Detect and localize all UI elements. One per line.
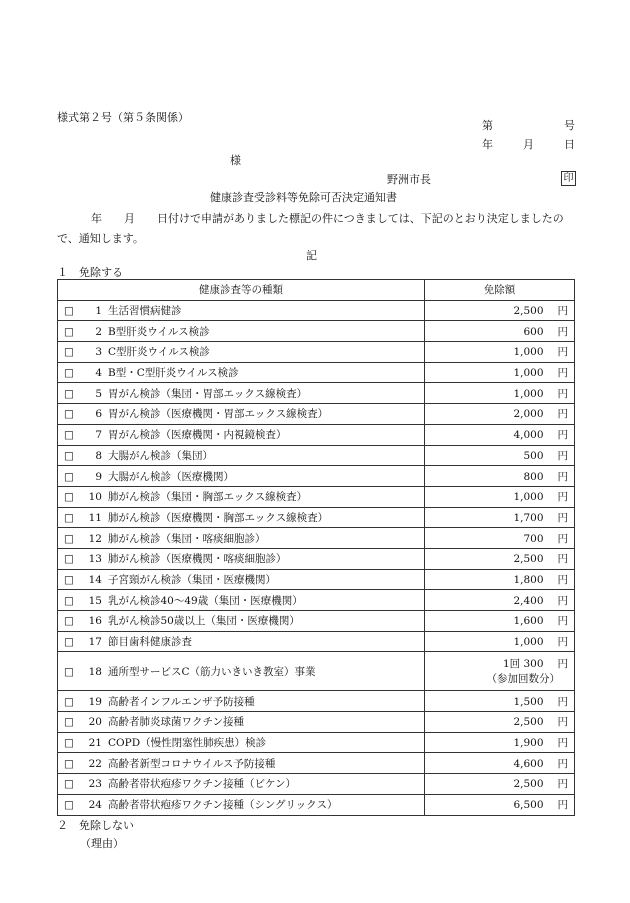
row-amount-cell	[425, 732, 575, 753]
row-item	[58, 528, 425, 549]
row-amount: 600	[523, 325, 544, 338]
row-item	[58, 321, 425, 342]
row-number: 23	[88, 778, 102, 791]
table-row	[58, 362, 575, 383]
row-item	[58, 466, 425, 487]
row-item	[58, 507, 425, 528]
row-amount-cell	[425, 321, 575, 342]
table-row	[58, 300, 575, 321]
section-exempt: １ 免除する	[57, 266, 123, 279]
header-nen: 年	[482, 138, 493, 151]
row-number: 24	[88, 799, 102, 812]
row-name: 乳がん検診40～49歳（集団・医療機関）	[108, 594, 303, 607]
table-row	[58, 424, 575, 445]
row-amount: 1,000	[513, 346, 544, 359]
row-amount: 1回 300	[502, 658, 544, 671]
yen-unit: 円	[557, 636, 568, 649]
row-amount-cell	[425, 362, 575, 383]
row-amount-cell	[425, 548, 575, 569]
row-amount-cell	[425, 712, 575, 733]
yen-unit: 円	[557, 615, 568, 628]
row-number: 13	[88, 553, 102, 566]
table-row	[58, 691, 575, 712]
row-checkbox[interactable]: □	[64, 325, 74, 338]
document-title: 健康診査受診料等免除可否決定通知書	[210, 191, 397, 204]
yen-unit: 円	[557, 553, 568, 566]
row-number: 12	[88, 532, 102, 545]
yen-unit: 円	[557, 325, 568, 338]
row-item	[58, 774, 425, 795]
row-amount: 2,500	[513, 778, 544, 791]
row-name: B型・C型肝炎ウイルス検診	[108, 367, 239, 380]
row-amount: 1,000	[513, 636, 544, 649]
yen-unit: 円	[557, 511, 568, 524]
row-checkbox[interactable]: □	[64, 408, 74, 421]
row-checkbox[interactable]: □	[64, 367, 74, 380]
row-amount: 4,600	[513, 757, 544, 770]
table-row	[58, 569, 575, 590]
row-number: 22	[88, 757, 102, 770]
row-checkbox[interactable]: □	[64, 594, 74, 607]
yen-unit: 円	[557, 470, 568, 483]
yen-unit: 円	[557, 695, 568, 708]
yen-unit: 円	[557, 716, 568, 729]
row-checkbox[interactable]: □	[64, 716, 74, 729]
row-number: 9	[95, 470, 102, 483]
row-name: 胃がん検診（医療機関・内視鏡検査）	[108, 429, 287, 442]
row-name: 大腸がん検診（医療機関）	[108, 470, 234, 483]
yen-unit: 円	[557, 408, 568, 421]
yen-unit: 円	[557, 449, 568, 462]
row-item	[58, 611, 425, 632]
table-row	[58, 774, 575, 795]
row-amount: 1,900	[513, 737, 544, 750]
row-item	[58, 794, 425, 815]
row-number: 8	[95, 449, 102, 462]
row-amount-cell	[425, 794, 575, 815]
issuer: 野洲市長	[387, 173, 431, 186]
row-number: 6	[95, 408, 102, 421]
row-amount: 1,000	[513, 491, 544, 504]
yen-unit: 円	[557, 799, 568, 812]
table-row	[58, 404, 575, 425]
ki-heading: 記	[306, 249, 317, 262]
row-item	[58, 590, 425, 611]
row-name: 節目歯科健康診査	[108, 636, 192, 649]
row-number: 1	[95, 305, 102, 318]
yen-unit: 円	[557, 757, 568, 770]
yen-unit: 円	[557, 387, 568, 400]
row-name: 肺がん検診（集団・喀痰細胞診）	[108, 532, 266, 545]
yen-unit: 円	[557, 367, 568, 380]
row-amount-cell	[425, 383, 575, 404]
section-not-exempt: ２ 免除しない	[57, 819, 134, 832]
yen-unit: 円	[557, 573, 568, 586]
fee-table	[57, 279, 575, 816]
table-row	[58, 528, 575, 549]
table-row	[58, 794, 575, 815]
row-number: 21	[88, 737, 102, 750]
row-checkbox[interactable]: □	[64, 532, 74, 545]
row-amount: 1,800	[513, 573, 544, 586]
row-item	[58, 652, 425, 691]
row-checkbox[interactable]: □	[64, 449, 74, 462]
row-name: 肺がん検診（集団・胸部エックス線検査）	[108, 491, 308, 504]
row-name: 高齢者肺炎球菌ワクチン接種	[108, 716, 244, 729]
row-amount: 2,500	[513, 553, 544, 566]
table-row	[58, 652, 575, 691]
addressee-suffix: 様	[230, 154, 241, 167]
row-checkbox[interactable]: □	[64, 695, 74, 708]
row-number: 16	[88, 615, 102, 628]
row-name: 乳がん検診50歳以上（集団・医療機関）	[108, 615, 300, 628]
row-item	[58, 548, 425, 569]
row-name: 肺がん検診（医療機関・喀痰細胞診）	[108, 553, 287, 566]
row-number: 14	[88, 573, 102, 586]
row-checkbox[interactable]: □	[64, 636, 74, 649]
row-number: 11	[88, 511, 102, 524]
row-number: 2	[95, 325, 102, 338]
row-amount: 2,500	[513, 716, 544, 729]
row-checkbox[interactable]: □	[64, 778, 74, 791]
row-amount-cell	[425, 652, 575, 691]
row-amount-cell	[425, 611, 575, 632]
row-number: 18	[88, 665, 102, 678]
row-number: 20	[88, 716, 102, 729]
row-amount: 1,000	[513, 387, 544, 400]
row-item	[58, 691, 425, 712]
row-checkbox[interactable]: □	[64, 491, 74, 504]
col-header-item: 健康診査等の種類	[58, 280, 425, 301]
row-amount: 2,500	[513, 305, 544, 318]
row-number: 7	[95, 429, 102, 442]
row-amount: 800	[523, 470, 544, 483]
row-number: 19	[88, 695, 102, 708]
row-number: 10	[88, 491, 102, 504]
row-checkbox[interactable]: □	[64, 470, 74, 483]
row-checkbox[interactable]: □	[64, 665, 74, 678]
table-row	[58, 507, 575, 528]
row-checkbox[interactable]: □	[64, 346, 74, 359]
row-name: 高齢者帯状疱疹ワクチン接種（シングリックス）	[108, 799, 338, 812]
row-item	[58, 712, 425, 733]
row-amount-cell	[425, 774, 575, 795]
yen-unit: 円	[557, 346, 568, 359]
row-item	[58, 732, 425, 753]
row-number: 3	[95, 346, 102, 359]
col-header-amount: 免除額	[425, 280, 575, 301]
row-amount: 1,600	[513, 615, 544, 628]
row-checkbox[interactable]: □	[64, 737, 74, 750]
row-amount-cell	[425, 342, 575, 363]
yen-unit: 円	[557, 305, 568, 318]
yen-unit: 円	[557, 778, 568, 791]
row-item	[58, 753, 425, 774]
row-checkbox[interactable]: □	[64, 573, 74, 586]
row-number: 5	[95, 387, 102, 400]
row-name: 子宮頸がん検診（集団・医療機関）	[108, 573, 276, 586]
row-name: 高齢者新型コロナウイルス予防接種	[108, 757, 276, 770]
row-amount: 1,700	[513, 511, 544, 524]
row-amount-cell	[425, 528, 575, 549]
row-amount: 1,000	[513, 367, 544, 380]
row-item	[58, 300, 425, 321]
row-name: COPD（慢性閉塞性肺疾患）検診	[108, 737, 267, 750]
row-amount: 2,400	[513, 594, 544, 607]
row-amount-cell	[425, 445, 575, 466]
row-amount-cell	[425, 691, 575, 712]
seal-stamp: 印	[561, 171, 576, 186]
yen-unit: 円	[557, 594, 568, 607]
row-amount-cell	[425, 507, 575, 528]
row-amount-cell	[425, 486, 575, 507]
row-name: B型肝炎ウイルス検診	[108, 325, 210, 338]
body-paragraph: 年 月 日付けで申請がありました標記の件につきましては、下記のとおり決定しましたので、通知します。	[57, 212, 564, 245]
table-row	[58, 486, 575, 507]
row-amount-cell	[425, 569, 575, 590]
row-name: 高齢者帯状疱疹ワクチン接種（ビケン）	[108, 778, 296, 791]
row-checkbox[interactable]: □	[64, 615, 74, 628]
table-row	[58, 753, 575, 774]
row-amount: 500	[523, 449, 544, 462]
table-row	[58, 383, 575, 404]
table-row	[58, 466, 575, 487]
yen-unit: 円	[557, 429, 568, 442]
row-item	[58, 631, 425, 652]
row-checkbox[interactable]: □	[64, 757, 74, 770]
yen-unit: 円	[557, 532, 568, 545]
header-tsuki: 月	[523, 138, 534, 151]
row-checkbox[interactable]: □	[64, 511, 74, 524]
yen-unit: 円	[557, 491, 568, 504]
row-item	[58, 424, 425, 445]
row-amount: 700	[523, 532, 544, 545]
row-item	[58, 383, 425, 404]
row-checkbox[interactable]: □	[64, 387, 74, 400]
table-row	[58, 321, 575, 342]
row-amount: 1,500	[513, 695, 544, 708]
table-row	[58, 631, 575, 652]
row-name: 胃がん検診（集団・胃部エックス線検査）	[108, 387, 308, 400]
row-amount-cell	[425, 753, 575, 774]
header-hi: 日	[564, 138, 575, 151]
row-name: 高齢者インフルエンザ予防接種	[108, 695, 255, 708]
row-item	[58, 486, 425, 507]
row-item	[58, 404, 425, 425]
table-row	[58, 590, 575, 611]
yen-unit: 円	[557, 737, 568, 750]
table-row	[58, 611, 575, 632]
row-amount: 4,000	[513, 429, 544, 442]
yen-unit: 円	[557, 658, 568, 671]
row-number: 4	[95, 367, 102, 380]
row-number: 15	[88, 594, 102, 607]
row-amount-cell	[425, 300, 575, 321]
row-number: 17	[88, 636, 102, 649]
row-note: （参加回数分）	[486, 673, 560, 686]
table-row	[58, 342, 575, 363]
row-checkbox[interactable]: □	[64, 799, 74, 812]
table-row	[58, 732, 575, 753]
form-number: 様式第２号（第５条関係）	[57, 111, 189, 124]
row-item	[58, 342, 425, 363]
row-amount-cell	[425, 631, 575, 652]
row-name: 生活習慣病健診	[108, 305, 182, 318]
reason-label: （理由）	[80, 837, 124, 850]
row-name: 大腸がん検診（集団）	[108, 449, 213, 462]
row-amount-cell	[425, 466, 575, 487]
row-item	[58, 445, 425, 466]
row-name: 肺がん検診（医療機関・胸部エックス線検査）	[108, 511, 329, 524]
row-amount-cell	[425, 404, 575, 425]
row-checkbox[interactable]: □	[64, 553, 74, 566]
row-checkbox[interactable]: □	[64, 429, 74, 442]
row-name: 通所型サービスC（筋力いきいき教室）事業	[108, 665, 316, 678]
header-dai: 第	[482, 119, 493, 132]
table-row	[58, 548, 575, 569]
row-name: C型肝炎ウイルス検診	[108, 346, 210, 359]
row-checkbox[interactable]: □	[64, 305, 74, 318]
row-item	[58, 569, 425, 590]
row-amount-cell	[425, 424, 575, 445]
row-item	[58, 362, 425, 383]
table-row	[58, 712, 575, 733]
table-row	[58, 445, 575, 466]
row-amount: 6,500	[513, 799, 544, 812]
header-go: 号	[564, 119, 575, 132]
row-name: 胃がん検診（医療機関・胃部エックス線検査）	[108, 408, 329, 421]
row-amount: 2,000	[513, 408, 544, 421]
row-amount-cell	[425, 590, 575, 611]
